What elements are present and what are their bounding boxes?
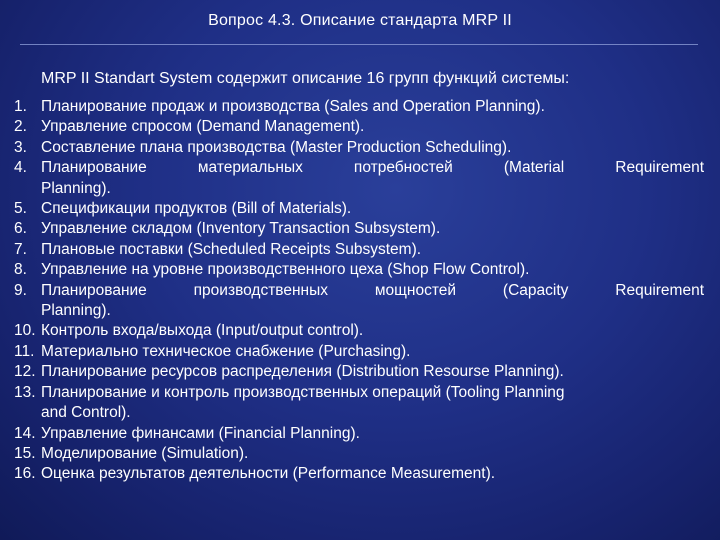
list-item [14,281,704,322]
item-text: Спецификации продуктов (Bill of Materials). [41,200,352,218]
item-text-block [41,158,704,199]
item-number: 12. [14,363,36,381]
item-text: Планирование ресурсов распределения (Distribution Resourse Planning). [41,363,564,381]
item-text-block [41,281,704,322]
list-item [14,362,704,382]
item-number: 16. [14,465,36,483]
list-item [14,199,704,219]
list-item [14,260,704,280]
item-text: Планирование материальных потребностей (Material Requirement [41,159,704,177]
item-number: 2. [14,118,27,136]
intro-text: MRP II Standart System содержит описание 16 групп функций системы: [41,70,570,87]
list-item [14,117,704,137]
title-divider [20,44,698,45]
list-item [14,424,704,444]
item-number: 6. [14,220,27,238]
list-item [14,464,704,484]
list-item [14,342,704,362]
item-number: 1. [14,98,27,115]
list-item [14,97,704,117]
item-number: 8. [14,261,27,279]
item-number: 13. [14,383,36,401]
item-text: Контроль входа/выхода (Input/output control). [41,322,364,340]
item-text: Управление спросом (Demand Management). [41,118,365,136]
list-item [14,219,704,239]
item-text-continuation: Planning). [41,179,111,197]
item-text: Планирование и контроль производственных операций (Tooling Planning [41,383,565,401]
item-number: 10. [14,322,36,340]
item-text: Оценка результатов деятельности (Performance Measurement). [41,465,496,483]
item-text-continuation: and Control). [41,404,131,422]
item-text-block [41,383,704,424]
item-number: 11. [14,342,35,360]
item-number: 7. [14,240,27,258]
list-item [14,383,704,424]
item-text: Управление на уровне производственного цеха (Shop Flow Control). [41,261,530,279]
item-number: 9. [14,281,27,299]
item-text: Моделирование (Simulation). [41,444,249,462]
list-item [14,158,704,199]
list-item [14,321,704,341]
item-number: 14. [14,424,36,442]
item-number: 15. [14,444,36,462]
item-text: Плановые поставки (Scheduled Receipts Subsystem). [41,240,422,258]
item-text: Управление складом (Inventory Transaction Subsystem). [41,220,441,238]
item-text: Планирование производственных мощностей (Capacity Requirement [41,281,704,299]
item-number: 3. [14,138,27,156]
item-text: Составление плана производства (Master Production Scheduling). [41,138,512,156]
item-text: Материально техническое снабжение (Purchasing). [41,342,411,360]
item-number: 5. [14,200,27,218]
item-number: 4. [14,159,27,177]
slide-title: Вопрос 4.3. Описание стандарта MRP II [208,12,512,29]
item-text: Планирование продаж и производства (Sales and Operation Planning). [41,98,545,115]
item-text: Управление финансами (Financial Planning). [41,424,360,442]
list-item [14,444,704,464]
item-text-continuation: Planning). [41,302,111,320]
list-item [14,240,704,260]
list-item [14,138,704,158]
function-list [14,97,704,485]
